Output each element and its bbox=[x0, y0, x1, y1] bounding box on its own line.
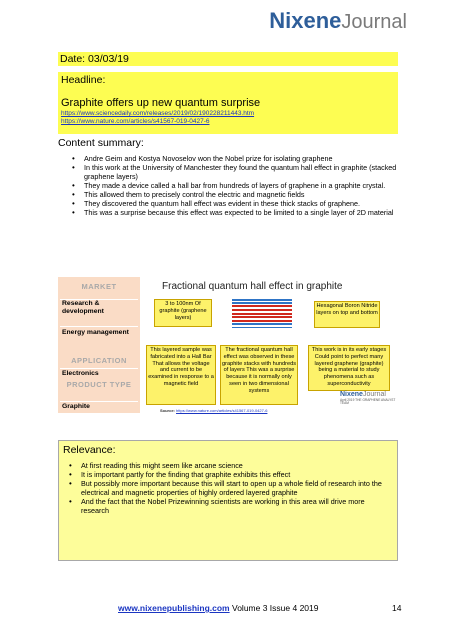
graphite-layer bbox=[232, 313, 292, 315]
list-item: • This allowed them to precisely control the electric and magnetic fields bbox=[72, 190, 402, 199]
boron-layer bbox=[232, 302, 292, 304]
market-item: Energy management bbox=[60, 326, 138, 350]
application-heading: APPLICATION bbox=[71, 356, 127, 365]
graphite-layer bbox=[232, 305, 292, 307]
page-number: 14 bbox=[392, 603, 402, 613]
headline-title: Graphite offers up new quantum surprise bbox=[61, 97, 261, 109]
list-item: • They discovered the quantum hall effect was evident in these thick stacks of graphene. bbox=[72, 199, 402, 208]
product-heading: PRODUCT TYPE bbox=[66, 380, 132, 389]
graphite-layer bbox=[232, 320, 292, 322]
list-item: • It is important partly for the finding that graphite exhibits this effect bbox=[69, 470, 393, 479]
logo-primary: Nixene bbox=[269, 8, 342, 33]
headline-label: Headline: bbox=[61, 74, 106, 86]
footer bbox=[118, 603, 318, 613]
list-item: • In this work at the University of Manchester they found the quantum hall effect in graphite (stacked graphene layers) bbox=[72, 163, 402, 181]
infographic-logo-caption: April 2019 THE GRAPHENE ANALYST TEAM bbox=[340, 398, 396, 406]
infographic-source bbox=[160, 408, 267, 413]
boron-layer bbox=[232, 327, 292, 329]
graphite-layer bbox=[232, 316, 292, 318]
thickness-box: 3 to 100nm Of graphite (graphene layers) bbox=[154, 299, 212, 327]
boron-box: Hexagonal Boron Nitride layers on top and bottom bbox=[314, 301, 380, 328]
infographic-logo bbox=[340, 391, 398, 405]
headline-box bbox=[58, 72, 398, 134]
relevance-title: Relevance: bbox=[63, 444, 116, 456]
list-item: • At first reading this might seem like arcane science bbox=[69, 461, 393, 470]
source-link[interactable]: https://www.nature.com/articles/s41567-019-0427-6 bbox=[176, 408, 268, 413]
market-item: Research & development bbox=[60, 299, 138, 325]
logo-secondary: Journal bbox=[341, 11, 407, 33]
list-item: • This was a surprise because this effect was expected to be limited to a single layer of 2D material bbox=[72, 208, 402, 217]
market-heading: MARKET bbox=[81, 282, 117, 291]
date-bar: Date: 03/03/19 bbox=[58, 52, 398, 66]
early-stage-box: This work is in its early stages Could point to perfect many layered graphene (graphite) being a material to study phenomena such as superconductivity bbox=[308, 345, 390, 391]
footer-volume: Volume 3 Issue 4 2019 bbox=[232, 603, 319, 613]
infographic-logo-secondary: Journal bbox=[362, 391, 386, 398]
product-item: Graphite bbox=[60, 401, 138, 412]
summary-list bbox=[72, 154, 402, 217]
list-item: • Andre Geim and Kostya Novoselov won the Nobel prize for isolating graphene bbox=[72, 154, 402, 163]
observation-box: The fractional quantum hall effect was observed in these graphite stacks with hundreds of layers This was a surprise because it is normally only seen in two dimensional systems bbox=[220, 345, 298, 405]
journal-logo bbox=[269, 10, 407, 32]
summary-title: Content summary: bbox=[58, 137, 144, 149]
list-item: • And the fact that the Nobel Prizewinning scientists are working in this area will drive more research bbox=[69, 497, 393, 515]
graphene-layers-graphic bbox=[232, 299, 292, 330]
relevance-box bbox=[58, 440, 398, 561]
infographic-title: Fractional quantum hall effect in graphite bbox=[162, 281, 343, 292]
boron-layer bbox=[232, 323, 292, 325]
boron-layer bbox=[232, 299, 292, 301]
infographic bbox=[58, 277, 398, 417]
infographic-sidebar bbox=[58, 277, 140, 413]
graphite-layer bbox=[232, 309, 292, 311]
list-item: • They made a device called a hall bar from hundreds of layers of graphene in a graphite crystal. bbox=[72, 181, 402, 190]
infographic-logo-primary: Nixene bbox=[340, 391, 363, 398]
source-label: Source: bbox=[160, 408, 175, 413]
headline-link-sciencedaily[interactable]: https://www.sciencedaily.com/releases/2019/02/190228211443.htm bbox=[61, 110, 255, 117]
headline-link-nature[interactable]: https://www.nature.com/articles/s41567-019-0427-6 bbox=[61, 118, 210, 125]
list-item: • But possibly more important because this will start to open up a whole field of research into the electrical and magnetic properties of highly ordered layered graphite bbox=[69, 479, 393, 497]
relevance-list bbox=[69, 461, 393, 515]
footer-website-link[interactable]: www.nixenepublishing.com bbox=[118, 603, 230, 613]
hall-bar-box: This layered sample was fabricated into a Hall Bar That allows the voltage and current to be examined in response to a magnetic field bbox=[146, 345, 216, 405]
application-item: Electronics bbox=[60, 368, 138, 379]
